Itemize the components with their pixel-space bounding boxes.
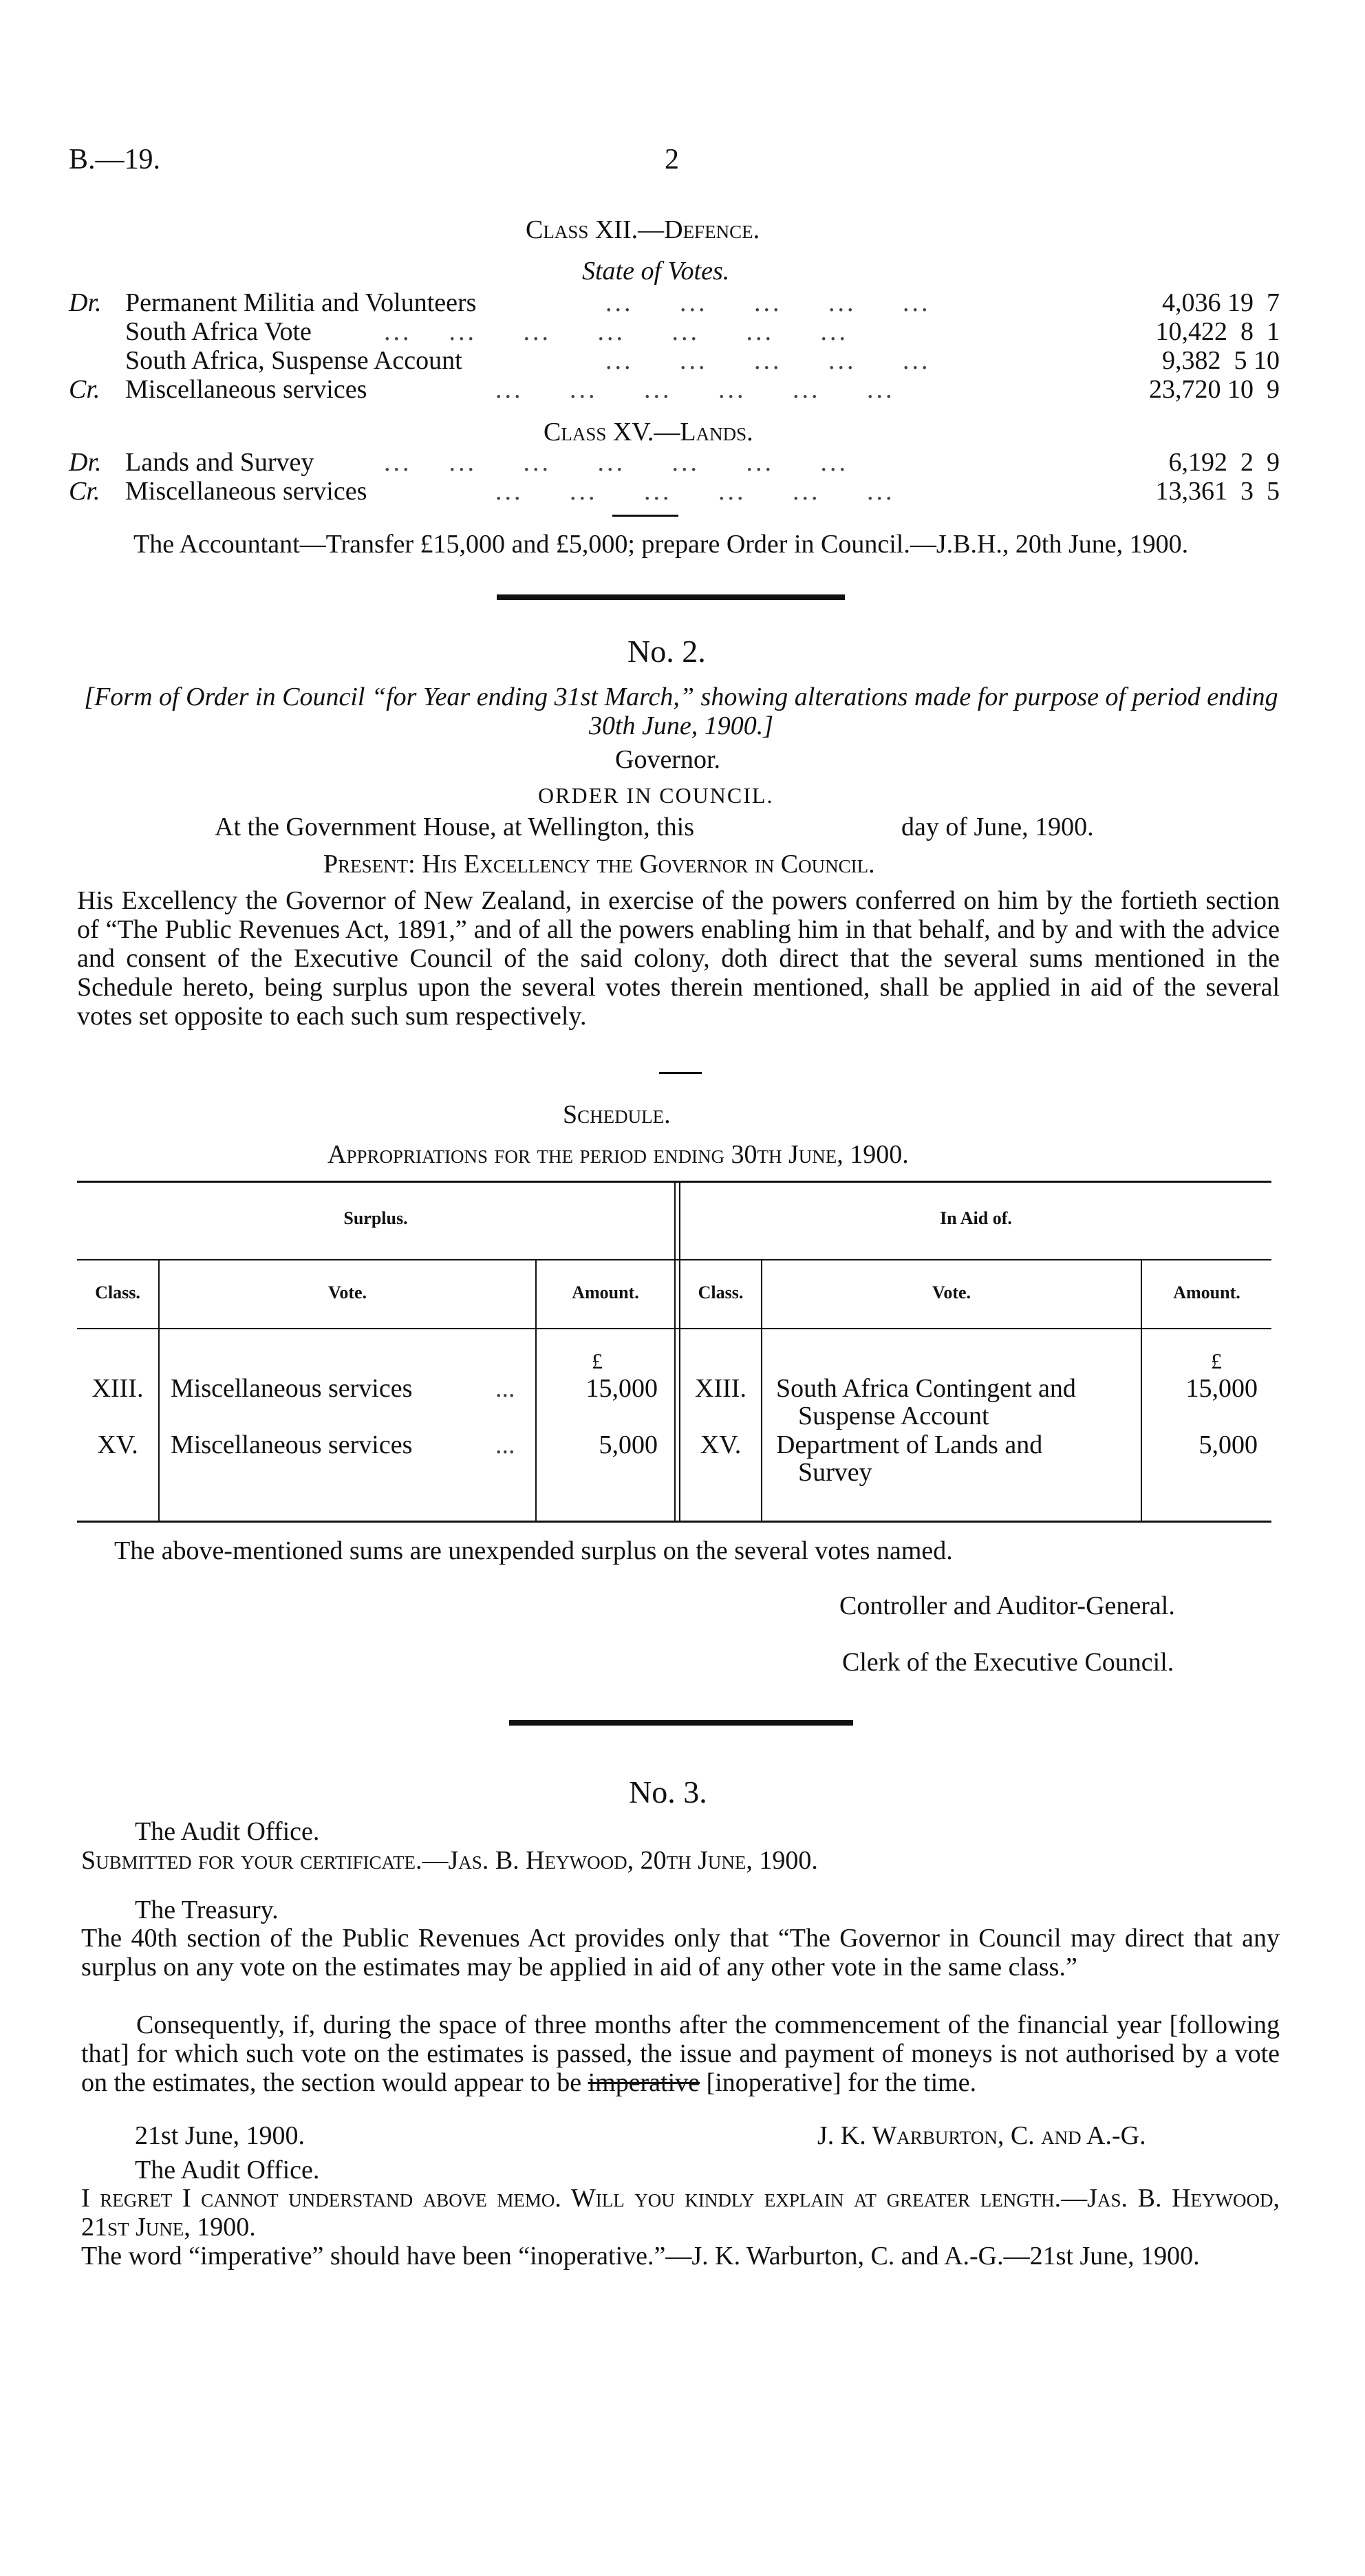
order-in-council-title: ORDER IN COUNCIL. — [538, 783, 774, 808]
cell-amount: 15,000 — [585, 1374, 658, 1403]
vote-label: Lands and Survey — [125, 448, 314, 477]
vote-row: South Africa Vote ... ... ... ... ... ... ... 10,422 8 1 — [125, 317, 1280, 346]
place-line: At the Government House, at Wellington, this — [215, 813, 695, 841]
cell-vote: South Africa Contingent and — [776, 1374, 1076, 1403]
vote-label: South Africa Vote — [125, 317, 312, 346]
cell-vote: Miscellaneous services — [171, 1374, 413, 1403]
cell-vote: Department of Lands and — [776, 1430, 1043, 1459]
treasury-date: 21st June, 1900. — [135, 2121, 305, 2150]
treasury-paragraph-2: Consequently, if, during the space of three months after the commencement of the financial year [following that] for which such vote on the estimates is passed, the issue and payment of moneys is not authorised by a vote on the estimates, the section would appear to be imperative [inoperative] for the time. — [81, 2010, 1280, 2097]
cell-vote-cont: Survey — [798, 1458, 872, 1487]
col-header-vote: Vote. — [327, 1282, 367, 1302]
vote-side: Dr. — [69, 448, 102, 477]
cell-vote-cont: Suspense Account — [798, 1402, 989, 1430]
governor-label: Governor. — [615, 745, 721, 774]
submitted-line: Submitted for your certificate.—Jas. B. Heywood, 20th June, 1900. — [81, 1846, 818, 1875]
vote-side: Cr. — [69, 477, 100, 506]
date-line: day of June, 1900. — [901, 813, 1094, 841]
short-divider — [659, 1072, 702, 1074]
struck-word: imperative — [588, 2068, 700, 2097]
group-header-surplus: Surplus. — [343, 1208, 408, 1228]
audit-office-label: The Audit Office. — [135, 1817, 320, 1846]
vote-amount: 23,720 10 9 — [1149, 375, 1280, 404]
vote-row: Cr. Miscellaneous services ... ... ... ... ... ... 13,361 3 5 — [69, 477, 1280, 506]
cell-vote: Miscellaneous services — [171, 1430, 413, 1459]
section-divider — [509, 1720, 853, 1726]
regret-note: I regret I cannot understand above memo. Will you kindly explain at greater length.—Jas. B. Heywood, 21st June, 1900. — [81, 2184, 1280, 2242]
vote-amount: 6,192 2 9 — [1168, 448, 1280, 477]
vote-row: Dr. Lands and Survey ... ... ... ... ... ... ... 6,192 2 9 — [69, 448, 1280, 477]
currency-mark: £ — [1211, 1349, 1222, 1373]
document-page: B.—19. 2 Class XII.—Defence. State of Votes. Dr. Permanent Militia and Volunteers ... ... ... ... ... 4,036 19 7 South Africa Vote ... ... ... ... ... ... ... 10,422 8 1 South Africa, Suspense Account ... ... ... ... ... 9,382 5 10 Cr. Miscellaneous services ... ... ... ... ... ... 23,720 10 9 Class XV.—Lands. Dr. Lands and Survey ... ... ... ... ... ... ... 6,192 2 9 Cr. Miscellaneous services ... ... ... ... ... ... 13,361 3 5 The Accountant—Transfer £15,000 and £5,000; prepare Order in Council.—J.B.H., 20th June, 1900. No. 2. [Form of Order in Council “for Year ending 31st March,” showing alterations made for purpose of period ending 30th June, 1900.] Governor. ORDER IN COUNCIL. At the Government House, at Wellington, this day of June, 1900. Present: His Excellency the Governor in Council. His Excellency the Governor of New Zealand, in exercise of the powers conferred on him by the fortieth section of “The Public Revenues Act, 1891,” and of all the powers enabling him in that behalf, and by and with the advice and consent of the Executive Council of the said colony, doth direct that the several sums mentioned in the Schedule hereto, being surplus upon the several votes therein mentioned, shall be applied in aid of the several votes set opposite to each such sum respectively. Schedule. Appropriations for the period ending 30th June, 1900. Surplus. In Aid of. Class. Vote. Amount. Class. Vote. Amount. £ £ XIII. Miscellaneous services ... 15,000 XIII. South Africa Contingent and Suspense Account 15,000 XV. Miscellaneous services ... 5,000 XV. Department of Lands and Survey 5,000 The above-mentioned sums are unexpended surplus on the several votes named. Controller and Auditor-General. Clerk of the Executive Council. No. 3. The Audit Office. Submitted for your certificate.—Jas. B. Heywood, 20th June, 1900. The Treasury. The 40th section of the Public Revenues Act provides only that “The Governor in Council may direct that any surplus on any vote on the estimates may be applied in aid of any other vote in the same class.” Consequently, if, during the space of three months after the commencement of the financial year [following that] for which such vote on the estimates is passed, the issue and payment of moneys is not authorised by a vote on the estimates, the section would appear to be imperative [inoperative] for the time. 21st June, 1900. J. K. Warburton, C. and A.-G. The Audit Office. I regret I cannot understand above memo. Will you kindly explain at greater length.—Jas. B. Heywood, 21st June, 1900. The word “imperative” should have been “inoperative.”—J. K. Warburton, C. and A.-G.—21st June, 1900. — [69, 144, 1280, 2271]
col-header-class: Class. — [95, 1282, 140, 1302]
cell-class: XV. — [700, 1430, 742, 1459]
signature-clerk: Clerk of the Executive Council. — [842, 1648, 1174, 1677]
cell-class: XV. — [97, 1430, 138, 1459]
vote-amount: 13,361 3 5 — [1155, 477, 1280, 506]
present-line: Present: His Excellency the Governor in Council. — [323, 850, 875, 879]
vote-row: South Africa, Suspense Account ... ... ... ... ... 9,382 5 10 — [125, 346, 1280, 375]
signature-controller: Controller and Auditor-General. — [839, 1591, 1175, 1620]
no2-heading: No. 2. — [627, 634, 706, 669]
imperative-correction-note: The word “imperative” should have been “inoperative.”—J. K. Warburton, C. and A.-G.—21st June, 1900. — [81, 2242, 1200, 2271]
vote-side: Dr. — [69, 288, 102, 317]
vote-amount: 10,422 8 1 — [1155, 317, 1280, 346]
cell-class: XIII. — [92, 1374, 144, 1403]
col-header-vote: Vote. — [932, 1282, 971, 1302]
vote-amount: 9,382 5 10 — [1162, 346, 1280, 375]
vote-row: Dr. Permanent Militia and Volunteers ... ... ... ... ... 4,036 19 7 — [69, 288, 1280, 317]
state-of-votes-subtitle: State of Votes. — [582, 257, 730, 286]
section-divider — [497, 594, 845, 600]
cell-amount: 5,000 — [599, 1430, 658, 1459]
group-header-aid: In Aid of. — [940, 1208, 1012, 1228]
col-header-amount: Amount. — [1173, 1282, 1240, 1302]
cell-amount: 5,000 — [1199, 1430, 1258, 1459]
short-divider — [612, 515, 678, 517]
vote-side: Cr. — [69, 375, 100, 404]
vote-label: Miscellaneous services — [125, 375, 367, 404]
schedule-title: Schedule. — [563, 1100, 671, 1129]
cell-class: XIII. — [695, 1374, 746, 1403]
vote-amount: 4,036 19 7 — [1162, 288, 1280, 317]
appropriations-title: Appropriations for the period ending 30th June, 1900. — [327, 1140, 909, 1169]
vote-label: Permanent Militia and Volunteers — [125, 288, 477, 317]
cell-amount: 15,000 — [1185, 1374, 1258, 1403]
page-number: 2 — [665, 144, 679, 175]
vote-row: Cr. Miscellaneous services ... ... ... ... ... ... 23,720 10 9 — [69, 375, 1280, 404]
no3-heading: No. 3. — [629, 1774, 707, 1810]
vote-label: South Africa, Suspense Account — [125, 346, 462, 375]
form-note: [Form of Order in Council “for Year ending 31st March,” showing alterations made for purpose of period ending 30th June, 1900.] — [84, 683, 1278, 740]
treasury-label: The Treasury. — [135, 1896, 279, 1924]
treasury-paragraph-1: The 40th section of the Public Revenues Act provides only that “The Governor in Council may direct that any surplus on any vote on the estimates may be applied in aid of any other vote in the same class.” — [81, 1924, 1280, 1982]
col-header-class: Class. — [698, 1282, 744, 1302]
order-body: His Excellency the Governor of New Zealand, in exercise of the powers conferred on him by the fortieth section of “The Public Revenues Act, 1891,” and of all the powers enabling him in that behalf, and by and with the advice and consent of the Executive Council of the said colony, doth direct that the several sums mentioned in the Schedule hereto, being surplus upon the several votes therein mentioned, shall be applied in aid of the several votes set opposite to each such sum respectively. — [77, 886, 1280, 1031]
warburton-signature: J. K. Warburton, C. and A.-G. — [817, 2121, 1146, 2150]
vote-label: Miscellaneous services — [125, 477, 367, 506]
after-table-note: The above-mentioned sums are unexpended surplus on the several votes named. — [114, 1536, 953, 1565]
class-xii-title: Class XII.—Defence. — [526, 215, 760, 244]
class-xv-title: Class XV.—Lands. — [544, 418, 753, 447]
audit-office-label-2: The Audit Office. — [135, 2156, 320, 2185]
document-reference: B.—19. — [69, 144, 161, 175]
currency-mark: £ — [592, 1349, 603, 1373]
col-header-amount: Amount. — [572, 1282, 639, 1302]
accountant-note: The Accountant—Transfer £15,000 and £5,000; prepare Order in Council.—J.B.H., 20th June, 1900. — [133, 530, 1189, 559]
